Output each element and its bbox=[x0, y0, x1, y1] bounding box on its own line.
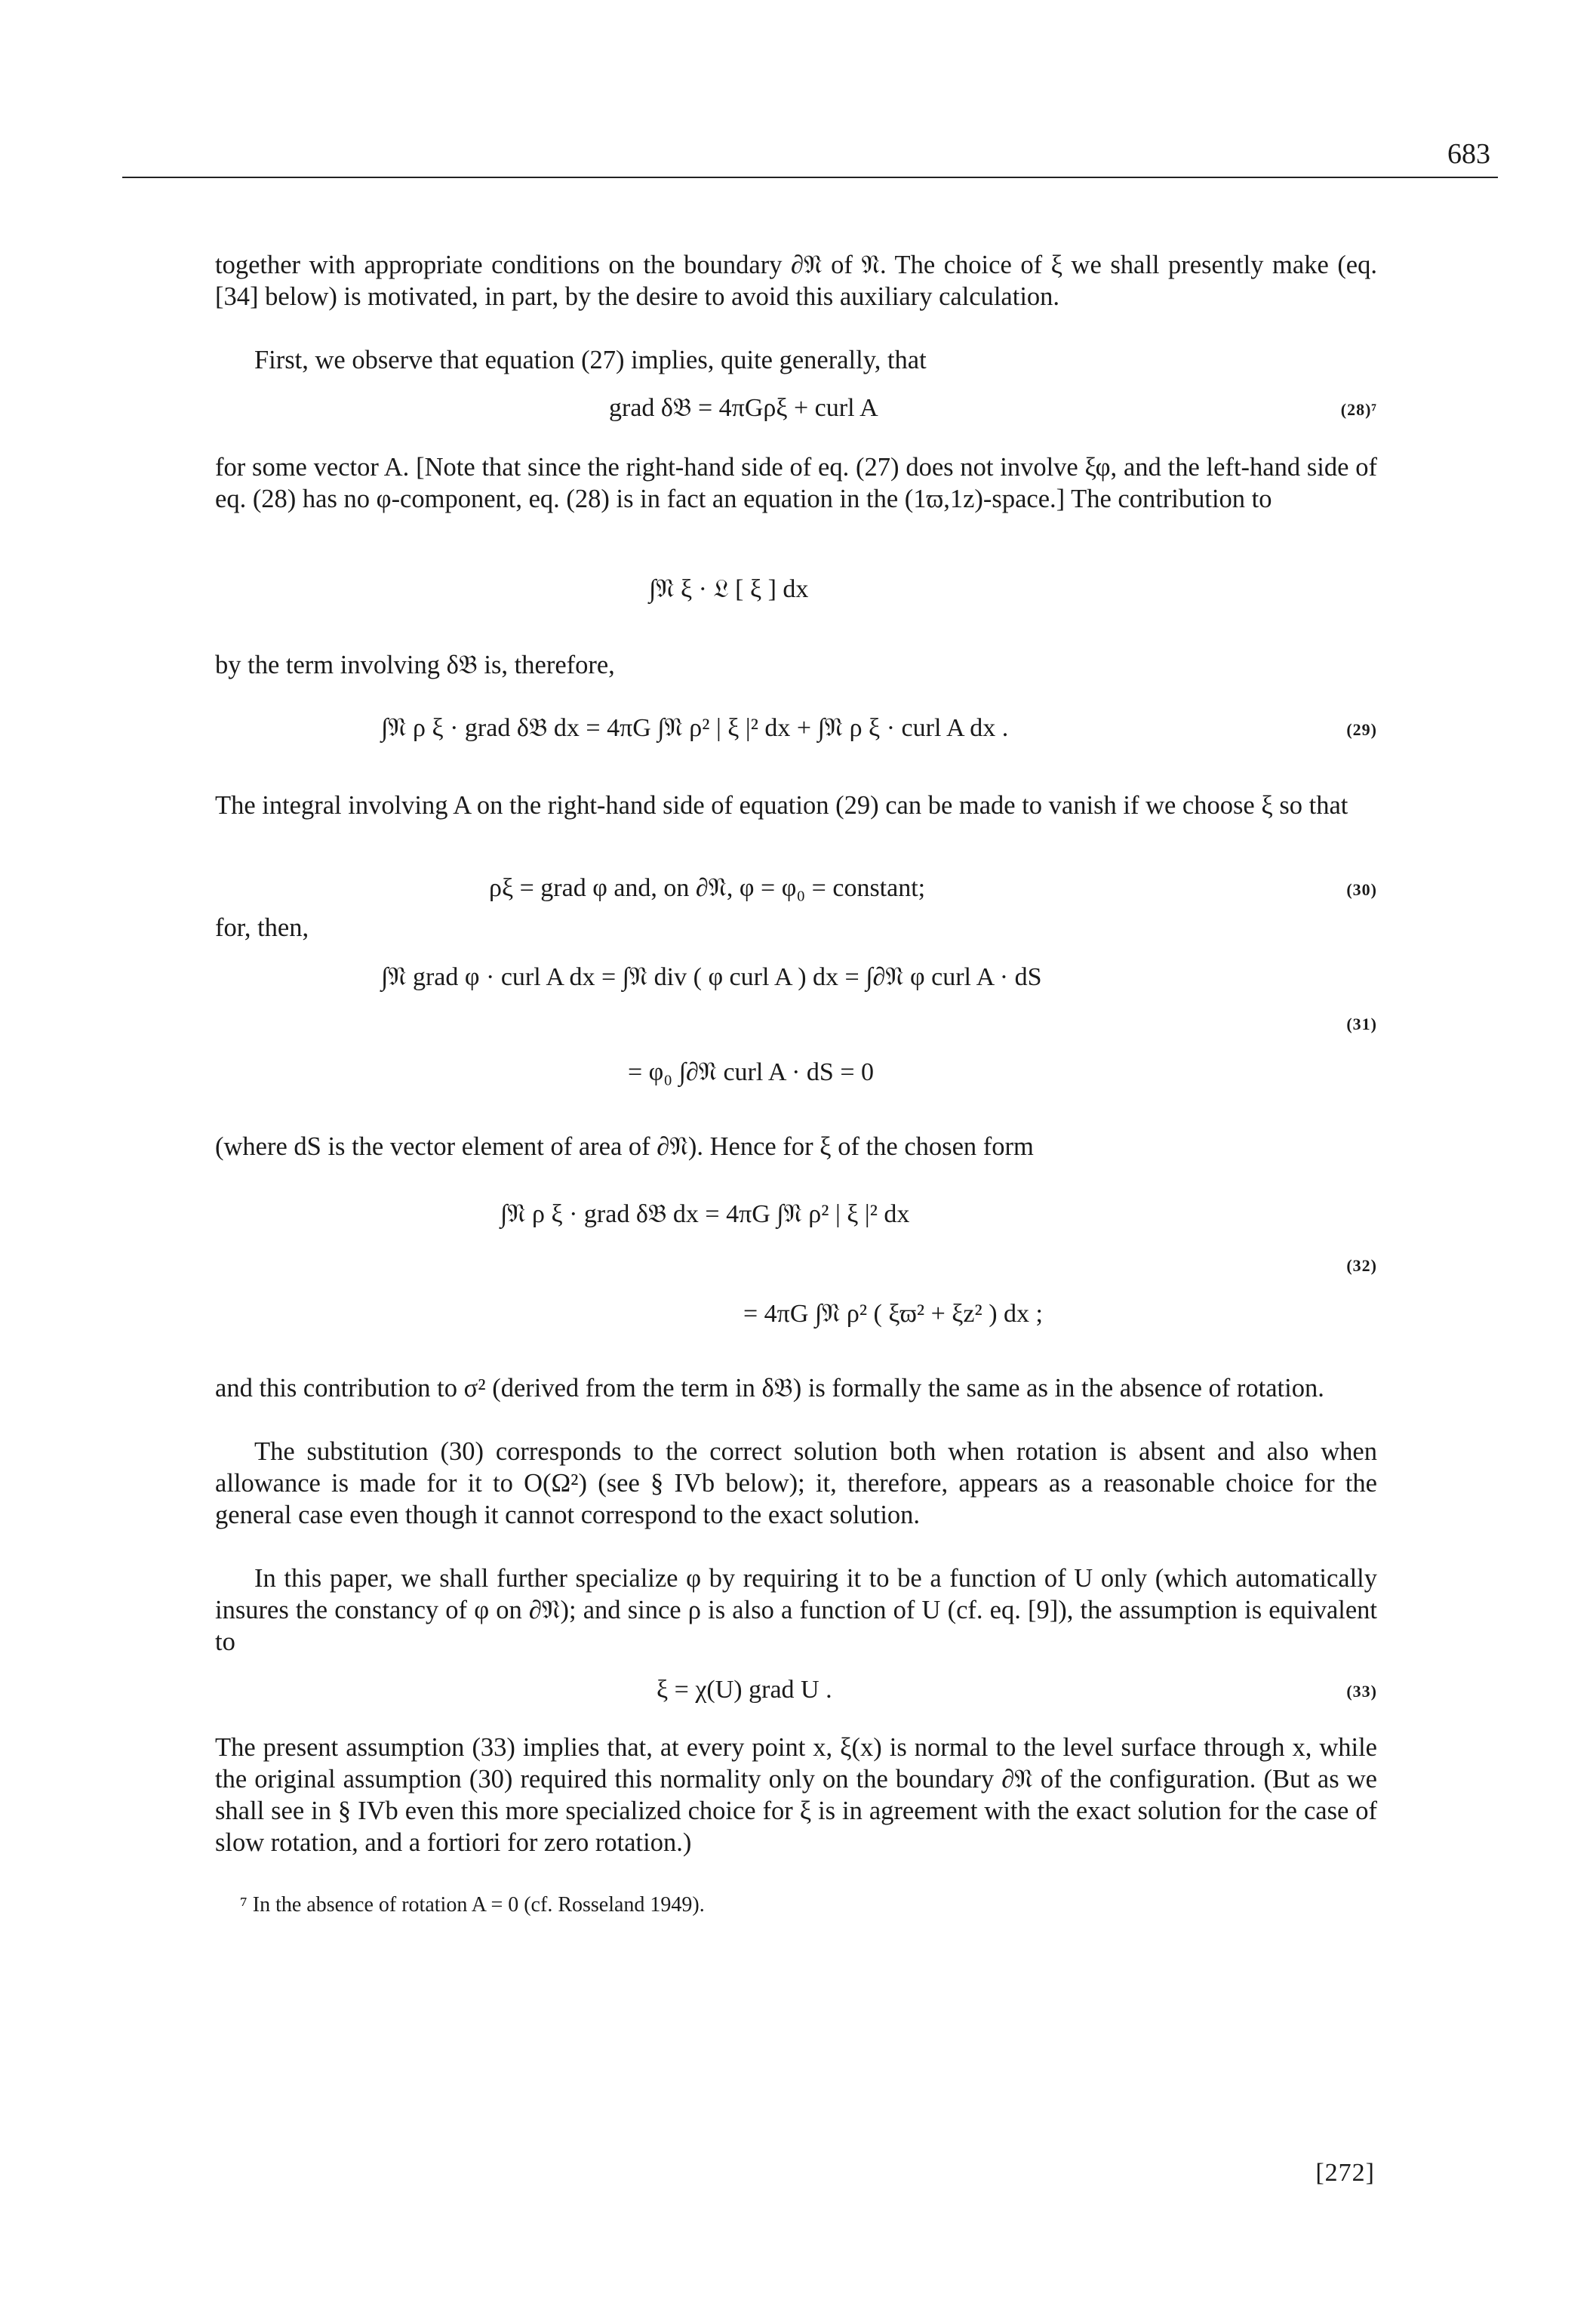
paragraph-5: The integral involving A on the right-hand side of equation (29) can be made to vanish if we choose ξ so that bbox=[215, 791, 1348, 820]
equation-31-line-1: ∫𝔑 grad φ · curl A dx = ∫𝔑 div ( φ curl A ) dx = ∫∂𝔑 φ curl A · dS bbox=[381, 963, 1042, 991]
equation-33-number: (33) bbox=[1346, 1682, 1377, 1701]
equation-32-line-2: = 4πG ∫𝔑 ρ² ( ξϖ² + ξz² ) dx ; bbox=[743, 1300, 1043, 1328]
equation-31-number: (31) bbox=[1346, 1015, 1377, 1033]
equation-28: grad δ𝔅 = 4πGρξ + curl A bbox=[609, 394, 878, 422]
paragraph-7: (where dS is the vector element of area of ∂𝔑). Hence for ξ of the chosen form bbox=[215, 1132, 1034, 1161]
equation-28-number: (28)⁷ bbox=[1340, 400, 1377, 419]
paragraph-3: for some vector A. [Note that since the right-hand side of eq. (27) does not involve ξφ, and the left-hand side of eq. (28) has no φ-component, eq. (28) is in fact an equation in the (1ϖ,1z)-space.] The contribution to bbox=[215, 453, 1377, 513]
equation-29: ∫𝔑 ρ ξ · grad δ𝔅 dx = 4πG ∫𝔑 ρ² | ξ |² dx + ∫𝔑 ρ ξ · curl A dx . bbox=[381, 714, 1009, 742]
paragraph-2: First, we observe that equation (27) implies, quite generally, that bbox=[254, 346, 927, 374]
equation-contribution: ∫𝔑 ξ · 𝔏 [ ξ ] dx bbox=[649, 575, 809, 603]
paragraph-9: The substitution (30) corresponds to the correct solution both when rotation is absent and also when allowance is made for it to O(Ω²) (see § IVb below); it, therefore, appears as a reasonable choice for the general case even though it cannot correspond to the exact solution. bbox=[215, 1437, 1377, 1529]
equation-29-number: (29) bbox=[1346, 720, 1377, 739]
paragraph-11: The present assumption (33) implies that, at every point x, ξ(x) is normal to the level surface through x, while the original assumption (30) required this normality only on the boundary ∂𝔑 of the configuration. (But as we shall see in § IVb even this more specialized choice for ξ is in agreement with the exact solution for the case of slow rotation, and a fortiori for zero rotation.) bbox=[215, 1733, 1377, 1857]
equation-30-number: (30) bbox=[1346, 880, 1377, 899]
paragraph-1: together with appropriate conditions on the boundary ∂𝔑 of 𝔑. The choice of ξ we shall presently make (eq. [34] below) is motivated, in part, by the desire to avoid this auxiliary calculation. bbox=[215, 251, 1377, 311]
equation-32-line-1: ∫𝔑 ρ ξ · grad δ𝔅 dx = 4πG ∫𝔑 ρ² | ξ |² dx bbox=[500, 1200, 910, 1228]
paragraph-8: and this contribution to σ² (derived from the term in δ𝔅) is formally the same as in the absence of rotation. bbox=[215, 1374, 1324, 1402]
equation-31-line-2: = φ₀ ∫∂𝔑 curl A · dS = 0 bbox=[628, 1058, 875, 1086]
paragraph-10: In this paper, we shall further specialize φ by requiring it to be a function of U only (which automatically insures the constancy of φ on ∂𝔑); and since ρ is also a function of U (cf. eq. [9]), the assumption is equivalent to bbox=[215, 1564, 1377, 1656]
header-rule bbox=[122, 177, 1498, 178]
equation-33: ξ = χ(U) grad U . bbox=[657, 1676, 832, 1704]
paragraph-6: for, then, bbox=[215, 913, 309, 942]
folio: [272] bbox=[1315, 2159, 1375, 2187]
equation-32-number: (32) bbox=[1346, 1256, 1377, 1275]
equation-30: ρξ = grad φ and, on ∂𝔑, φ = φ₀ = constant; bbox=[489, 874, 926, 902]
paragraph-4: by the term involving δ𝔅 is, therefore, bbox=[215, 651, 615, 679]
page-number: 683 bbox=[1447, 138, 1490, 170]
footnote-7: ⁷ In the absence of rotation A = 0 (cf. Rosseland 1949). bbox=[240, 1893, 705, 1917]
